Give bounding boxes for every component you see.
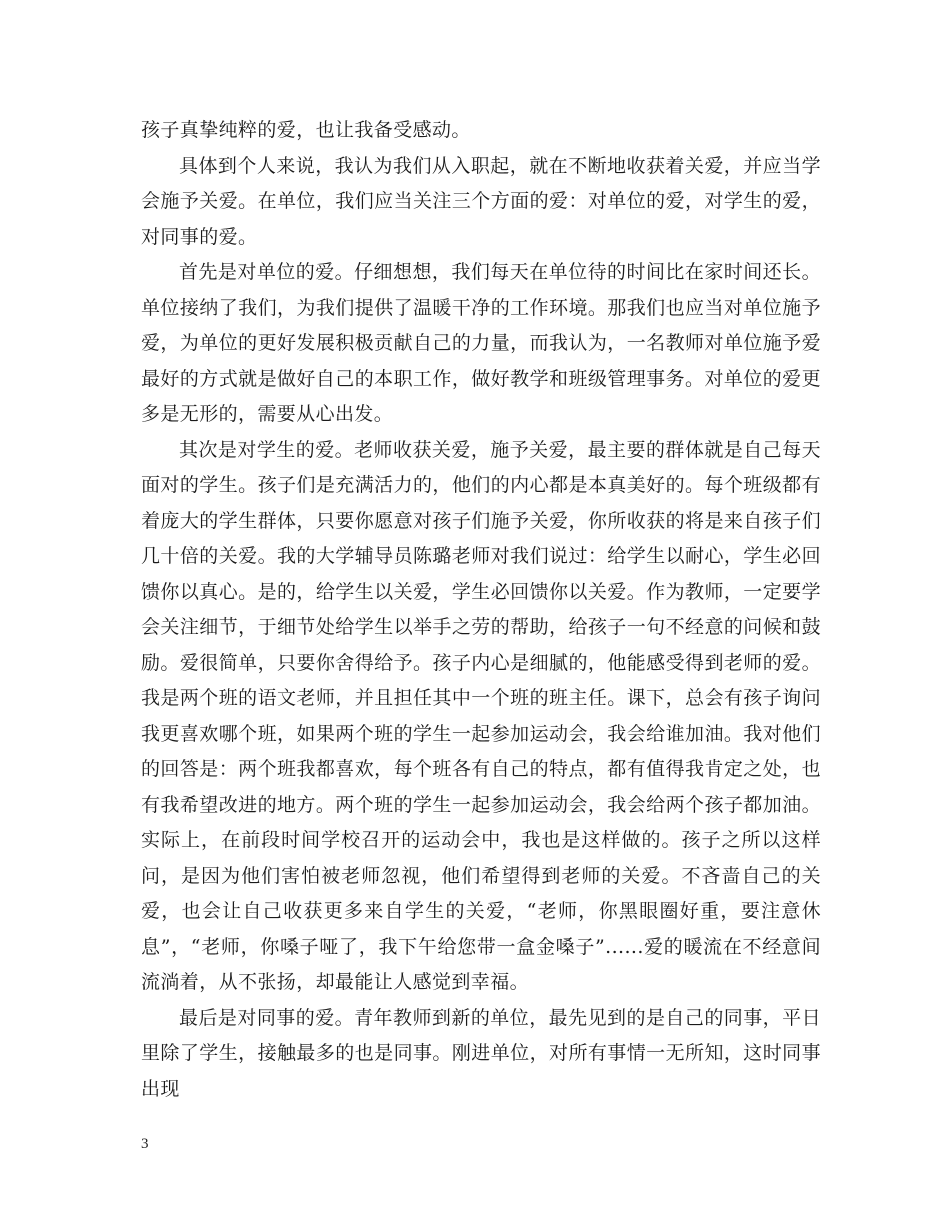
paragraph-love-for-workplace: 首先是对单位的爱。仔细想想，我们每天在单位待的时间比在家时间还长。单位接纳了我们，为我们提供了温暖干净的工作环境。那我们也应当对单位施予爱，为单位的更好发展积极贡献自己的力量，而我认为，一名教师对单位施予爱最好的方式就是做好自己的本职工作，做好教学和班级管理事务。对单位的爱更多是无形的，需要从心出发。 xyxy=(141,261,821,425)
paragraph-continued: 孩子真挚纯粹的爱，也让我备受感动。 xyxy=(141,119,471,141)
body-text xyxy=(141,113,821,1107)
paragraph-personal-love: 具体到个人来说，我认为我们从入职起，就在不断地收获着关爱，并应当学会施予关爱。在单位，我们应当关注三个方面的爱：对单位的爱，对学生的爱，对同事的爱。 xyxy=(141,154,821,248)
paragraph-love-for-colleagues: 最后是对同事的爱。青年教师到新的单位，最先见到的是自己的同事，平日里除了学生，接触最多的也是同事。刚进单位，对所有事情一无所知，这时同事出现 xyxy=(141,1006,821,1100)
paragraph-love-for-students: 其次是对学生的爱。老师收获关爱，施予关爱，最主要的群体就是自己每天面对的学生。孩子们是充满活力的，他们的内心都是本真美好的。每个班级都有着庞大的学生群体，只要你愿意对孩子们施予关爱，你所收获的将是来自孩子们几十倍的关爱。我的大学辅导员陈璐老师对我们说过：给学生以耐心，学生必回馈你以真心。是的，给学生以关爱，学生必回馈你以关爱。作为教师，一定要学会关注细节，于细节处给学生以举手之劳的帮助，给孩子一句不经意的问候和鼓励。爱很简单，只要你舍得给予。孩子内心是细腻的，他能感受得到老师的爱。我是两个班的语文老师，并且担任其中一个班的班主任。课下，总会有孩子询问我更喜欢哪个班，如果两个班的学生一起参加运动会，我会给谁加油。我对他们的回答是：两个班我都喜欢，每个班各有自己的特点，都有值得我肯定之处，也有我希望改进的地方。两个班的学生一起参加运动会，我会给两个孩子都加油。实际上，在前段时间学校召开的运动会中，我也是这样做的。孩子之所以这样问，是因为他们害怕被老师忽视，他们希望得到老师的关爱。不吝啬自己的关爱，也会让自己收获更多来自学生的关爱，“老师，你黑眼圈好重，要注意休息”，“老师，你嗓子哑了，我下午给您带一盒金嗓子”......爱的暖流在不经意间流淌着，从不张扬，却最能让人感觉到幸福。 xyxy=(141,438,821,993)
page-number: 3 xyxy=(141,1136,149,1152)
